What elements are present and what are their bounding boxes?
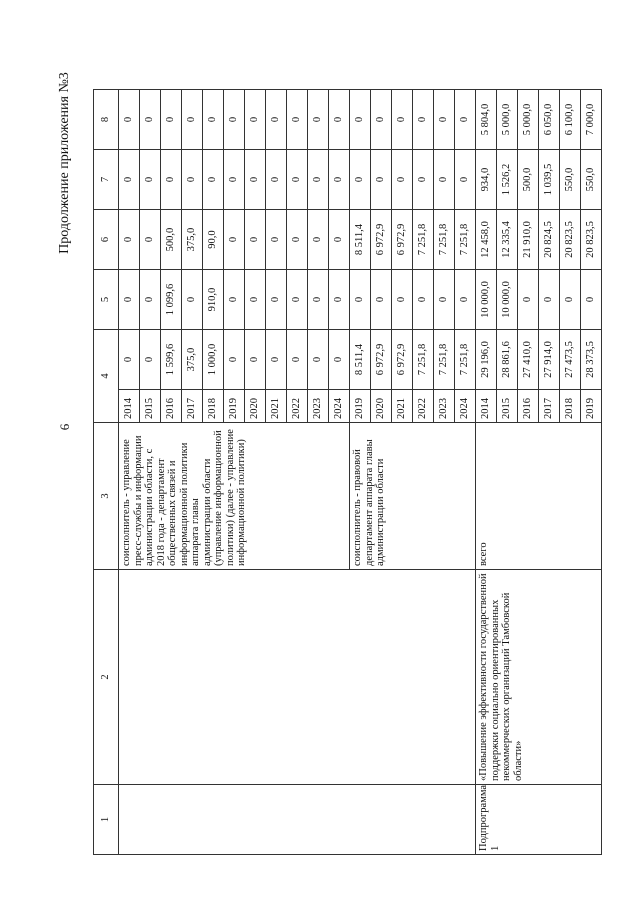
- table-row: [119, 90, 140, 855]
- total-cell: 0: [119, 330, 140, 390]
- local-cell: 550,0: [581, 150, 602, 210]
- total-cell: 375,0: [182, 330, 203, 390]
- regional-cell: 6 972,9: [392, 210, 413, 270]
- total-cell: 27 410,0: [518, 330, 539, 390]
- regional-cell: 6 972,9: [371, 210, 392, 270]
- total-cell: 0: [329, 330, 350, 390]
- federal-cell: 0: [413, 270, 434, 330]
- total-cell: 28 861,6: [497, 330, 518, 390]
- local-cell: 550,0: [560, 150, 581, 210]
- offbudget-cell: 0: [161, 90, 182, 150]
- regional-cell: 500,0: [161, 210, 182, 270]
- year-cell: 2020: [245, 390, 266, 423]
- subprogram-status-cell: Подпрограмма 1: [476, 785, 602, 855]
- offbudget-cell: 7 000,0: [581, 90, 602, 150]
- federal-cell: 0: [182, 270, 203, 330]
- year-cell: 2018: [560, 390, 581, 423]
- year-cell: 2020: [371, 390, 392, 423]
- total-cell: 0: [308, 330, 329, 390]
- local-cell: 0: [413, 150, 434, 210]
- federal-cell: 0: [350, 270, 371, 330]
- local-cell: 0: [455, 150, 476, 210]
- year-cell: 2019: [224, 390, 245, 423]
- subprogram-name-cell: «Повышение эффективности государственной поддержки социально ориентированных некоммерческих организаций Тамбовской области»: [476, 570, 602, 785]
- regional-cell: 7 251,8: [434, 210, 455, 270]
- regional-cell: 12 458,0: [476, 210, 497, 270]
- year-cell: 2017: [182, 390, 203, 423]
- federal-cell: 910,0: [203, 270, 224, 330]
- total-cell: 7 251,8: [413, 330, 434, 390]
- col-header-6: 6: [94, 210, 119, 270]
- offbudget-cell: 0: [413, 90, 434, 150]
- local-cell: 0: [350, 150, 371, 210]
- offbudget-cell: 0: [182, 90, 203, 150]
- regional-cell: 20 823,5: [581, 210, 602, 270]
- total-cell: 29 196,0: [476, 330, 497, 390]
- page-number: 6: [57, 423, 72, 431]
- offbudget-cell: 0: [350, 90, 371, 150]
- col-header-8: 8: [94, 90, 119, 150]
- offbudget-cell: 0: [287, 90, 308, 150]
- year-cell: 2014: [476, 390, 497, 423]
- local-cell: 1 039,5: [539, 150, 560, 210]
- header-row: [94, 90, 119, 855]
- offbudget-cell: 0: [308, 90, 329, 150]
- year-cell: 2016: [518, 390, 539, 423]
- total-cell: 6 972,9: [392, 330, 413, 390]
- year-cell: 2023: [308, 390, 329, 423]
- regional-cell: 90,0: [203, 210, 224, 270]
- regional-cell: 20 824,5: [539, 210, 560, 270]
- total-cell: 0: [140, 330, 161, 390]
- total-cell: 27 473,5: [560, 330, 581, 390]
- regional-cell: 0: [119, 210, 140, 270]
- local-cell: 0: [266, 150, 287, 210]
- federal-cell: 0: [560, 270, 581, 330]
- federal-cell: 10 000,0: [497, 270, 518, 330]
- offbudget-cell: 0: [140, 90, 161, 150]
- budget-table: [93, 89, 602, 855]
- regional-cell: 0: [329, 210, 350, 270]
- total-cell: 7 251,8: [455, 330, 476, 390]
- local-cell: 934,0: [476, 150, 497, 210]
- offbudget-cell: 0: [455, 90, 476, 150]
- local-cell: 0: [119, 150, 140, 210]
- year-cell: 2014: [119, 390, 140, 423]
- total-cell: 0: [245, 330, 266, 390]
- offbudget-cell: 0: [392, 90, 413, 150]
- offbudget-cell: 0: [434, 90, 455, 150]
- local-cell: 0: [140, 150, 161, 210]
- regional-cell: 7 251,8: [455, 210, 476, 270]
- executor-cell: соисполнитель - управление пресс-службы и информации администрации области, с 2018 года - департамент общественных связей и информационной политики аппарата главы администрации области (управление информационной политики) (далее - управление информационной политики): [119, 423, 350, 570]
- offbudget-cell: 6 100,0: [560, 90, 581, 150]
- year-cell: 2015: [140, 390, 161, 423]
- total-cell: 8 511,4: [350, 330, 371, 390]
- regional-cell: 0: [308, 210, 329, 270]
- col-header-4: 4: [94, 330, 119, 423]
- federal-cell: 0: [245, 270, 266, 330]
- federal-cell: 1 099,6: [161, 270, 182, 330]
- table-row: [476, 90, 497, 855]
- total-cell: 28 373,5: [581, 330, 602, 390]
- federal-cell: 0: [224, 270, 245, 330]
- regional-cell: 20 823,5: [560, 210, 581, 270]
- year-cell: 2016: [161, 390, 182, 423]
- offbudget-cell: 5 804,0: [476, 90, 497, 150]
- year-cell: 2024: [329, 390, 350, 423]
- local-cell: 0: [371, 150, 392, 210]
- offbudget-cell: 0: [266, 90, 287, 150]
- federal-cell: 0: [329, 270, 350, 330]
- year-cell: 2022: [287, 390, 308, 423]
- federal-cell: 0: [287, 270, 308, 330]
- regional-cell: 375,0: [182, 210, 203, 270]
- local-cell: 0: [182, 150, 203, 210]
- offbudget-cell: 0: [329, 90, 350, 150]
- total-cell: 0: [287, 330, 308, 390]
- local-cell: 0: [203, 150, 224, 210]
- offbudget-cell: 0: [203, 90, 224, 150]
- regional-cell: 7 251,8: [413, 210, 434, 270]
- offbudget-cell: 0: [371, 90, 392, 150]
- executor-cell: всего: [476, 423, 602, 570]
- local-cell: 0: [308, 150, 329, 210]
- executor-cell: соисполнитель - правовой департамент аппарата главы администрации области: [350, 423, 476, 570]
- total-cell: 27 914,0: [539, 330, 560, 390]
- regional-cell: 21 910,0: [518, 210, 539, 270]
- col-header-7: 7: [94, 150, 119, 210]
- col-header-5: 5: [94, 270, 119, 330]
- local-cell: 0: [245, 150, 266, 210]
- local-cell: 0: [287, 150, 308, 210]
- regional-cell: 12 335,4: [497, 210, 518, 270]
- regional-cell: 0: [266, 210, 287, 270]
- federal-cell: 0: [308, 270, 329, 330]
- offbudget-cell: 0: [224, 90, 245, 150]
- federal-cell: 0: [371, 270, 392, 330]
- status-cell-empty: [119, 785, 476, 855]
- federal-cell: 0: [518, 270, 539, 330]
- name-cell-empty: [119, 570, 476, 785]
- federal-cell: 0: [392, 270, 413, 330]
- year-cell: 2015: [497, 390, 518, 423]
- local-cell: 500,0: [518, 150, 539, 210]
- local-cell: 0: [161, 150, 182, 210]
- local-cell: 0: [224, 150, 245, 210]
- offbudget-cell: 0: [119, 90, 140, 150]
- year-cell: 2021: [392, 390, 413, 423]
- federal-cell: 0: [434, 270, 455, 330]
- year-cell: 2019: [350, 390, 371, 423]
- offbudget-cell: 5 000,0: [518, 90, 539, 150]
- year-cell: 2018: [203, 390, 224, 423]
- page-header: Продолжение приложения №3: [57, 72, 72, 254]
- regional-cell: 8 511,4: [350, 210, 371, 270]
- offbudget-cell: 0: [245, 90, 266, 150]
- federal-cell: 0: [266, 270, 287, 330]
- federal-cell: 0: [539, 270, 560, 330]
- regional-cell: 0: [140, 210, 161, 270]
- year-cell: 2019: [581, 390, 602, 423]
- total-cell: 1 599,6: [161, 330, 182, 390]
- table-body: [94, 90, 602, 855]
- year-cell: 2022: [413, 390, 434, 423]
- total-cell: 7 251,8: [434, 330, 455, 390]
- local-cell: 0: [392, 150, 413, 210]
- regional-cell: 0: [224, 210, 245, 270]
- federal-cell: 10 000,0: [476, 270, 497, 330]
- offbudget-cell: 5 000,0: [497, 90, 518, 150]
- year-cell: 2023: [434, 390, 455, 423]
- total-cell: 0: [224, 330, 245, 390]
- col-header-2: 2: [94, 570, 119, 785]
- federal-cell: 0: [455, 270, 476, 330]
- year-cell: 2024: [455, 390, 476, 423]
- regional-cell: 0: [287, 210, 308, 270]
- col-header-3: 3: [94, 423, 119, 570]
- rotated-table-container: [93, 90, 601, 855]
- federal-cell: 0: [581, 270, 602, 330]
- total-cell: 6 972,9: [371, 330, 392, 390]
- federal-cell: 0: [119, 270, 140, 330]
- year-cell: 2017: [539, 390, 560, 423]
- federal-cell: 0: [140, 270, 161, 330]
- local-cell: 0: [434, 150, 455, 210]
- local-cell: 1 526,2: [497, 150, 518, 210]
- col-header-1: 1: [94, 785, 119, 855]
- total-cell: 0: [266, 330, 287, 390]
- total-cell: 1 000,0: [203, 330, 224, 390]
- year-cell: 2021: [266, 390, 287, 423]
- offbudget-cell: 6 050,0: [539, 90, 560, 150]
- local-cell: 0: [329, 150, 350, 210]
- regional-cell: 0: [245, 210, 266, 270]
